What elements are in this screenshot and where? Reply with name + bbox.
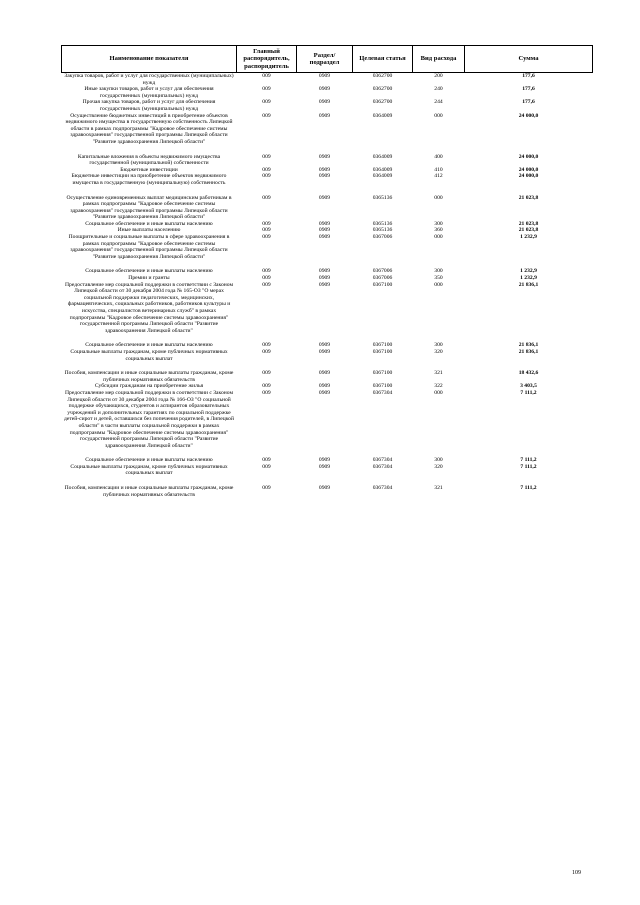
row-expense: 400 — [434, 153, 443, 160]
row-sum: 7 111,2 — [520, 485, 537, 492]
row-spacer — [62, 187, 593, 195]
table-row — [62, 173, 593, 186]
row-name: Осуществление единовременных выплат медицинским работникам в рамках подпрограммы "Кадровое обеспечение системы здравоохранения" государственной программы Липецкой области "Развитие здравоохранения Липецкой области" — [66, 194, 232, 221]
row-target: 0367100 — [372, 348, 393, 355]
row-target: 0367006 — [372, 234, 393, 241]
row-name: Предоставление мер социальной поддержки в соответствии с Законом Липецкой области от 30 декабря 2004 года № 166-ОЗ "О социальной поддержке обучающихся, студентов и аспирантов образовательных учреждений и дополнительных гарантиях по социальной поддержке детей-сирот и детей, оставшихся без попечения родителей, в Липецкой области" в части выплаты социальной поддержки в рамках подпрограммы "Кадровое обеспечение системы здравоохранения" государственной программы Липецкой области "Развитие здравоохранения Липецкой области" — [64, 389, 234, 449]
row-target: 0365136 — [372, 194, 393, 201]
row-chief: 009 — [262, 389, 271, 396]
row-chief: 009 — [262, 348, 271, 355]
row-expense: 360 — [434, 227, 443, 234]
row-chief: 009 — [262, 383, 271, 390]
row-expense: 000 — [434, 389, 443, 396]
row-section: 0909 — [318, 485, 331, 492]
row-expense: 410 — [434, 166, 443, 173]
table-row — [62, 154, 593, 167]
table-row — [62, 282, 593, 335]
budget-table — [61, 45, 593, 498]
row-section: 0909 — [318, 173, 331, 180]
table-row — [62, 234, 593, 260]
row-sum: 21 836,1 — [518, 281, 539, 288]
row-sum: 24 000,0 — [518, 153, 539, 160]
row-expense: 300 — [434, 457, 443, 464]
row-section: 0909 — [318, 86, 331, 93]
row-expense: 244 — [434, 99, 443, 106]
table-row — [62, 383, 593, 390]
row-name: Социальное обеспечение и иные выплаты населению — [85, 457, 213, 464]
row-section: 0909 — [318, 234, 331, 241]
row-chief: 009 — [262, 275, 271, 282]
row-name: Бюджетные инвестиции на приобретение объектов недвижимого имущества в государственную (муниципальную) собственность — [71, 173, 227, 186]
row-section: 0909 — [318, 463, 331, 470]
row-name: Бюджетные инвестиции — [120, 166, 178, 173]
row-section: 0909 — [318, 275, 331, 282]
row-spacer — [62, 362, 593, 370]
row-chief: 009 — [262, 99, 271, 106]
header-target: Целевая статья — [353, 46, 413, 73]
table-row — [62, 86, 593, 99]
row-expense: 000 — [434, 112, 443, 119]
row-sum: 1 232,9 — [520, 234, 537, 241]
row-chief: 009 — [262, 173, 271, 180]
row-target: 0367100 — [372, 383, 393, 390]
table-row — [62, 221, 593, 228]
row-section: 0909 — [318, 194, 331, 201]
row-spacer — [62, 334, 593, 342]
row-name: Социальное обеспечение и иные выплаты населению — [85, 268, 213, 275]
row-name: Предоставление мер социальной поддержки в соответствии с Законом Липецкой области от 30 декабря 2004 года № 165-ОЗ "О мерах социальной поддержки педагогических, медицинских, фармацевтических, социальных работников, работников культуры и искусства, специалистов ветеринарных служб" в рамках подпрограммы "Кадровое обеспечение системы здравоохранения" государственной программы Липецкой области "Развитие здравоохранения Липецкой области" — [65, 281, 233, 334]
table-row — [62, 73, 593, 87]
row-chief: 009 — [262, 370, 271, 377]
row-expense: 320 — [434, 348, 443, 355]
row-expense: 321 — [434, 485, 443, 492]
row-target: 0367304 — [372, 389, 393, 396]
row-spacer — [62, 146, 593, 154]
row-target: 0365136 — [372, 227, 393, 234]
table-row — [62, 99, 593, 112]
row-sum: 177,6 — [522, 86, 535, 93]
row-name: Социальное обеспечение и иные выплаты населению — [85, 220, 213, 227]
header-expense: Вид расхода — [413, 46, 465, 73]
row-target: 0365136 — [372, 220, 393, 227]
table-row — [62, 167, 593, 174]
row-target: 0364009 — [372, 112, 393, 119]
row-sum: 7 111,2 — [520, 389, 537, 396]
table-row — [62, 268, 593, 275]
row-name: Капитальные вложения в объекты недвижимого имущества государственной (муниципальной) собственности — [77, 153, 221, 167]
row-chief: 009 — [262, 220, 271, 227]
row-name: Социальное обеспечение и иные выплаты населению — [85, 342, 213, 349]
table-row — [62, 370, 593, 383]
row-name: Премии и гранты — [128, 275, 170, 282]
row-section: 0909 — [318, 99, 331, 106]
row-chief: 009 — [262, 342, 271, 349]
table-row — [62, 485, 593, 498]
row-chief: 009 — [262, 485, 271, 492]
row-expense: 321 — [434, 370, 443, 377]
row-target: 0367006 — [372, 268, 393, 275]
row-chief: 009 — [262, 281, 271, 288]
page-number: 109 — [572, 870, 581, 876]
row-chief: 009 — [262, 457, 271, 464]
table-row — [62, 457, 593, 464]
row-name: Социальные выплаты гражданам, кроме публичных нормативных социальных выплат — [70, 348, 228, 362]
row-expense: 300 — [434, 268, 443, 275]
row-expense: 322 — [434, 383, 443, 390]
row-section: 0909 — [318, 457, 331, 464]
header-chief: Главный распорядитель, распорядитель — [237, 46, 297, 73]
row-name: Пособия, компенсации и иные социальные выплаты гражданам, кроме публичных нормативных обязательств — [64, 485, 234, 498]
table-row — [62, 227, 593, 234]
row-name: Осуществление бюджетных инвестиций в приобретение объектов недвижимого имущества в государственную собственность Липецкой области в рамках подпрограммы "Кадровое обеспечение системы здравоохранения" государственной программы Липецкой области "Развитие здравоохранения Липецкой области" — [65, 112, 233, 145]
header-sum: Сумма — [465, 46, 593, 73]
row-expense: 000 — [434, 194, 443, 201]
row-sum: 24 000,0 — [518, 173, 539, 180]
row-expense: 300 — [434, 220, 443, 227]
row-sum: 21 023,8 — [518, 220, 539, 227]
row-sum: 177,6 — [522, 73, 535, 79]
row-name: Иные закупки товаров, работ и услуг для обеспечения государственных (муниципальных) нужд — [84, 86, 214, 99]
row-section: 0909 — [318, 153, 331, 160]
row-target: 0362700 — [372, 99, 393, 106]
row-section: 0909 — [318, 220, 331, 227]
row-sum: 1 232,9 — [520, 268, 537, 275]
row-sum: 21 836,1 — [518, 342, 539, 349]
row-spacer — [62, 477, 593, 485]
row-chief: 009 — [262, 86, 271, 93]
row-target: 0367100 — [372, 370, 393, 377]
row-sum: 24 000,0 — [518, 112, 539, 119]
row-expense: 200 — [434, 73, 443, 79]
row-sum: 21 023,8 — [518, 227, 539, 234]
row-sum: 18 432,6 — [518, 370, 539, 377]
row-target: 0367100 — [372, 342, 393, 349]
row-section: 0909 — [318, 342, 331, 349]
table-row — [62, 342, 593, 349]
row-sum: 24 000,0 — [518, 166, 539, 173]
row-chief: 009 — [262, 234, 271, 241]
row-name: Социальные выплаты гражданам, кроме публичных нормативных социальных выплат — [70, 463, 228, 477]
row-section: 0909 — [318, 73, 331, 79]
row-target: 0367006 — [372, 275, 393, 282]
row-section: 0909 — [318, 112, 331, 119]
row-section: 0909 — [318, 389, 331, 396]
row-name: Прочая закупка товаров, работ и услуг для обеспечения государственных (муниципальных) нужд — [82, 99, 216, 112]
row-name: Пособия, компенсации и иные социальные выплаты гражданам, кроме публичных нормативных обязательств — [64, 370, 234, 383]
row-expense: 300 — [434, 342, 443, 349]
row-target: 0364009 — [372, 166, 393, 173]
row-target: 0367304 — [372, 463, 393, 470]
row-spacer — [62, 260, 593, 268]
row-name: Субсидии гражданам на приобретение жилья — [94, 383, 204, 390]
table-row — [62, 390, 593, 449]
row-name: Закупка товаров, работ и услуг для государственных (муниципальных) нужд — [64, 73, 234, 86]
row-target: 0364009 — [372, 153, 393, 160]
row-section: 0909 — [318, 281, 331, 288]
table-row — [62, 349, 593, 362]
row-expense: 240 — [434, 86, 443, 93]
row-sum: 3 403,5 — [520, 383, 537, 390]
row-expense: 350 — [434, 275, 443, 282]
row-chief: 009 — [262, 73, 271, 79]
table-row — [62, 464, 593, 477]
row-name: Иные выплаты населению — [117, 227, 181, 234]
row-chief: 009 — [262, 153, 271, 160]
row-chief: 009 — [262, 166, 271, 173]
row-expense: 412 — [434, 173, 443, 180]
row-chief: 009 — [262, 194, 271, 201]
row-target: 0367304 — [372, 457, 393, 464]
row-sum: 7 111,2 — [520, 457, 537, 464]
row-target: 0364009 — [372, 173, 393, 180]
row-sum: 177,6 — [522, 99, 535, 106]
row-sum: 21 023,8 — [518, 194, 539, 201]
header-name: Наименование показателя — [62, 46, 237, 73]
row-expense: 320 — [434, 463, 443, 470]
row-target: 0362700 — [372, 86, 393, 93]
row-sum: 1 232,9 — [520, 275, 537, 282]
header-section: Раздел/подраздел — [297, 46, 353, 73]
row-section: 0909 — [318, 383, 331, 390]
row-section: 0909 — [318, 348, 331, 355]
row-chief: 009 — [262, 268, 271, 275]
row-chief: 009 — [262, 227, 271, 234]
row-sum: 7 111,2 — [520, 463, 537, 470]
row-section: 0909 — [318, 166, 331, 173]
row-spacer — [62, 449, 593, 457]
row-section: 0909 — [318, 370, 331, 377]
row-chief: 009 — [262, 112, 271, 119]
row-target: 0367100 — [372, 281, 393, 288]
row-section: 0909 — [318, 268, 331, 275]
row-section: 0909 — [318, 227, 331, 234]
row-target: 0362700 — [372, 73, 393, 79]
row-chief: 009 — [262, 463, 271, 470]
row-expense: 000 — [434, 281, 443, 288]
row-target: 0367304 — [372, 485, 393, 492]
row-sum: 21 836,1 — [518, 348, 539, 355]
row-expense: 000 — [434, 234, 443, 241]
table-header-row — [62, 46, 593, 73]
table-row — [62, 113, 593, 146]
table-row — [62, 275, 593, 282]
row-name: Поощрительные и социальные выплаты в сфере здравоохранения в рамках подпрограммы "Кадровое обеспечение системы здравоохранения" государственной программы Липецкой области "Развитие здравоохранения Липецкой области" — [68, 234, 230, 260]
table-row — [62, 195, 593, 221]
